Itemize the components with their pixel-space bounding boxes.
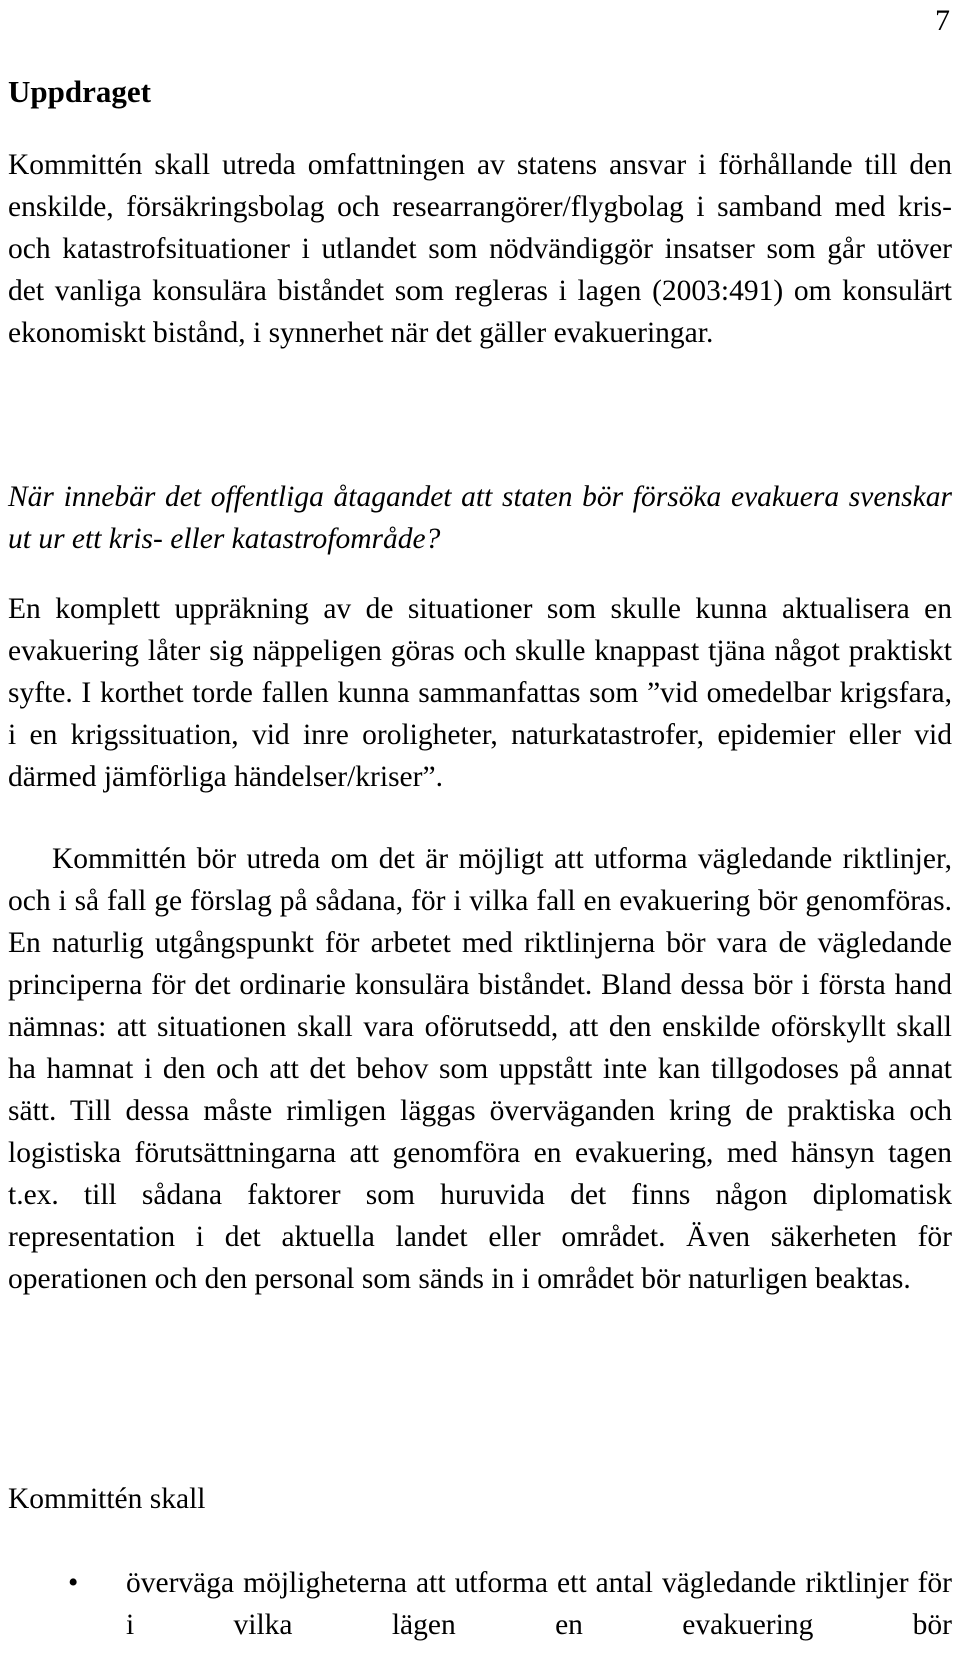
intro-paragraph: Kommittén skall utreda omfattningen av statens ansvar i förhållande till den enskilde, försäkringsbolag och researrangörer/flygbolag i samband med kris- och katastrofsituationer i utlandet som nödvändiggör insatser som går utöver det vanliga konsulära biståndet som regleras i lagen (2003:491) om konsulärt ekonomiskt bistånd, i synnerhet när det gäller evakueringar.	[8, 149, 952, 349]
bullet-icon: •	[68, 1567, 79, 1599]
page-number: 7	[935, 4, 950, 37]
document-page	[8, 0, 952, 1656]
guidelines-paragraph: Kommittén bör utreda om det är möjligt att utforma vägledande riktlinjer, och i så fall ge förslag på sådana, för i vilka fall en evakuering bör genomföras. En naturlig utgångspunkt för arbetet med riktlinjerna bör vara de vägledande principerna för det ordinarie konsulära biståndet. Bland dessa bör i första hand nämnas: att situationen skall vara oförutsedd, att den enskilde oförskyllt skall ha hamnat i den och att det behov som uppstått inte kan tillgodoses på annat sätt. Till dessa måste rimligen läggas överväganden kring de praktiska och logistiska förutsättningarna att genomföra en evakuering, med hänsyn tagen t.ex. till sådana faktorer som huruvida det finns någon diplomatisk representation i det aktuella landet eller området. Även säkerheten för operationen och den personal som sänds in i området bör naturligen beaktas.	[8, 843, 952, 1295]
question-paragraph: När innebär det offentliga åtagandet att staten bör försöka evakuera svenskar ut ur ett kris- eller katastrofområde?	[8, 481, 952, 555]
evacuation-situations-paragraph: En komplett uppräkning av de situationer som skulle kunna aktualisera en evakuering låter sig näppeligen göras och skulle knappast tjäna något praktiskt syfte. I korthet torde fallen kunna sammanfattas som ”vid omedelbar krigsfara, i en krigssituation, vid inre oroligheter, naturkatastrofer, epidemier eller vid därmed jämförliga händelser/kriser”.	[8, 593, 952, 793]
bullet-text: överväga möjligheterna att utforma ett antal vägledande riktlinjer för i vilka lägen en evakuering bör	[126, 1567, 952, 1641]
section-heading: Uppdraget	[8, 74, 151, 109]
committee-task-label: Kommittén skall	[8, 1483, 206, 1515]
